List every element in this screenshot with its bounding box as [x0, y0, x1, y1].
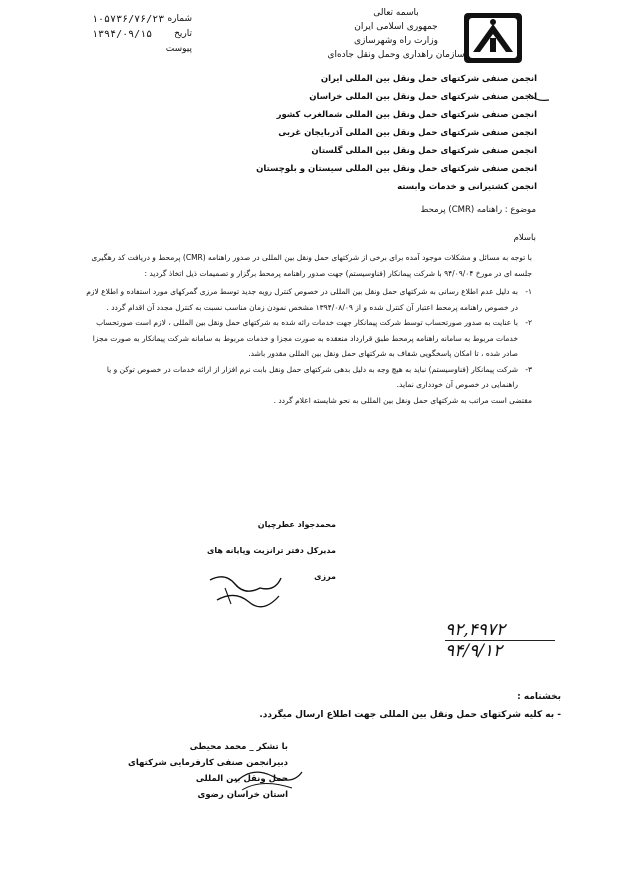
handwritten-registration	[445, 620, 555, 661]
bismillah: باسمه تعالی	[373, 8, 419, 18]
list-item	[80, 315, 532, 362]
greeting: باسلام	[513, 233, 536, 243]
recipient: انجمن صنفی شرکتهای حمل ونقل بین المللی خراسان	[309, 92, 537, 102]
number-label: شماره	[167, 14, 192, 24]
signer-name: محمدجواد عطرچیان	[257, 520, 336, 529]
intro-paragraph: با توجه به مسائل و مشکلات موجود آمده برای برخی از شرکتهای حمل ونقل بین المللی در صدور راهنامه (CMR) پرمحط و دریافت کد رهگیری جلسه ای در مورخ ۹۴/۰۹/۰۴ با شرکت پیمانکار (فناوسیستم) جهت صدور راهنامه پرمحط برگزار و تصمیمات ذیل اتخاذ گردید :	[91, 253, 532, 278]
sender-province: استان خراسان رضوی	[197, 790, 288, 800]
sender-title: دبیرانجمن صنفی کارفرمایی شرکتهای حمل ونقل بین المللی	[128, 758, 288, 784]
subject-line: موضوع : راهنامه (CMR) پرمحط	[420, 205, 536, 215]
recipient: انجمن صنفی شرکتهای حمل ونقل بین المللی آذربایجان غربی	[278, 128, 537, 138]
item-text: با عنایت به صدور صورتحساب توسط شرکت پیمانکار جهت خدمات رائه شده به شرکتهای حمل ونقل بین المللی ، لازم است صورتحساب خدمات مربوط به سامانه راهنامه پرمحط طبق قرارداد منعقده به صورت مجزا و خدمات مربوط به سامانه شرکت پیمانکار به صورت مجزا صادر شده ، تا امکان پاسخگویی شفاف به شرکتهای حمل ونقل بین المللی مقدور باشد.	[92, 318, 518, 358]
recipient: انجمن صنفی شرکتهای حمل ونقل بین المللی شمالغرب کشور	[276, 110, 537, 120]
ministry-name: وزارت راه وشهرسازی	[354, 36, 438, 46]
recipient: انجمن صنفی شرکتهای حمل ونقل بین المللی ایران	[320, 74, 537, 84]
recipient: انجمن صنفی شرکتهای حمل ونقل بین المللی سیستان و بلوچستان	[256, 164, 537, 174]
closing-paragraph: مقتضی است مراتب به شرکتهای حمل ونقل بین المللی به نحو شایسته اعلام گردد .	[273, 395, 532, 405]
stamp-scribble	[232, 762, 304, 794]
organization-name: سازمان راهداری وحمل ونقل جاده‌ای	[327, 50, 465, 60]
date-label: تاریخ	[174, 29, 192, 39]
list-item	[80, 284, 532, 315]
letterhead	[301, 6, 491, 62]
number-row	[92, 12, 192, 27]
country-name: جمهوری اسلامی ایران	[354, 22, 438, 32]
attachment-label: پیوست	[165, 44, 192, 54]
list-item	[80, 362, 532, 393]
letter-meta	[92, 12, 192, 57]
circular-line: - به کلیه شرکتهای حمل ونقل بین المللی جهت اطلاع ارسال میگردد.	[259, 710, 561, 720]
handwritten-signature	[205, 570, 285, 610]
recipient: انجمن صنفی شرکتهای حمل ونقل بین المللی گلستان	[311, 146, 537, 156]
registration-number: ۹۲,۴۹۷۲	[445, 620, 555, 641]
item-number: ۱-	[525, 287, 532, 296]
date-value: ۱۳۹۴/۰۹/۱۵	[92, 29, 153, 40]
item-number: ۲-	[525, 318, 532, 327]
signer-title: مدیرکل دفتر ترانزیت وپایانه های مرزی	[207, 546, 336, 581]
item-text: شرکت پیمانکار (فناوسیستم) نباید به هیچ وجه به دلیل بدهی شرکتهای حمل ونقل بابت نرم افزار از ارائه خدمات در خصوص توکن و یا راهنمایی در خصوص آن خودداری نماید.	[106, 364, 518, 389]
number-value: ۱۰۵۷۳۶/۷۶/۲۳	[92, 14, 165, 25]
recipients-list	[237, 70, 537, 196]
thanks-line: با تشکر _ محمد محیطی	[189, 742, 288, 752]
recipient: انجمن کشتیرانی و خدمات وابسته	[397, 182, 537, 192]
item-number: ۳-	[525, 364, 532, 374]
circular-heading: بخشنامه :	[517, 692, 561, 702]
check-mark-icon	[528, 88, 550, 104]
item-text: به دلیل عدم اطلاع رسانی به شرکتهای حمل ونقل بین المللی در خصوص کنترل رویه جدید توسط مرزی گمرکهای مورد استفاده و اطلاع لازم در خصوص راهنامه پرمحط اعتبار آن کنترل شده و از ۱۳۹۴/۰۸/۰۹ مشخص نمودن زمان مناسب نسبت به کنترل مجدد آن اقدام گردد .	[86, 287, 518, 312]
date-row	[92, 27, 192, 42]
registration-date: ۹۴/۹/۱۲	[445, 641, 503, 661]
circular-block	[141, 688, 561, 724]
attachment-row	[92, 42, 192, 57]
letter-body	[80, 250, 532, 411]
